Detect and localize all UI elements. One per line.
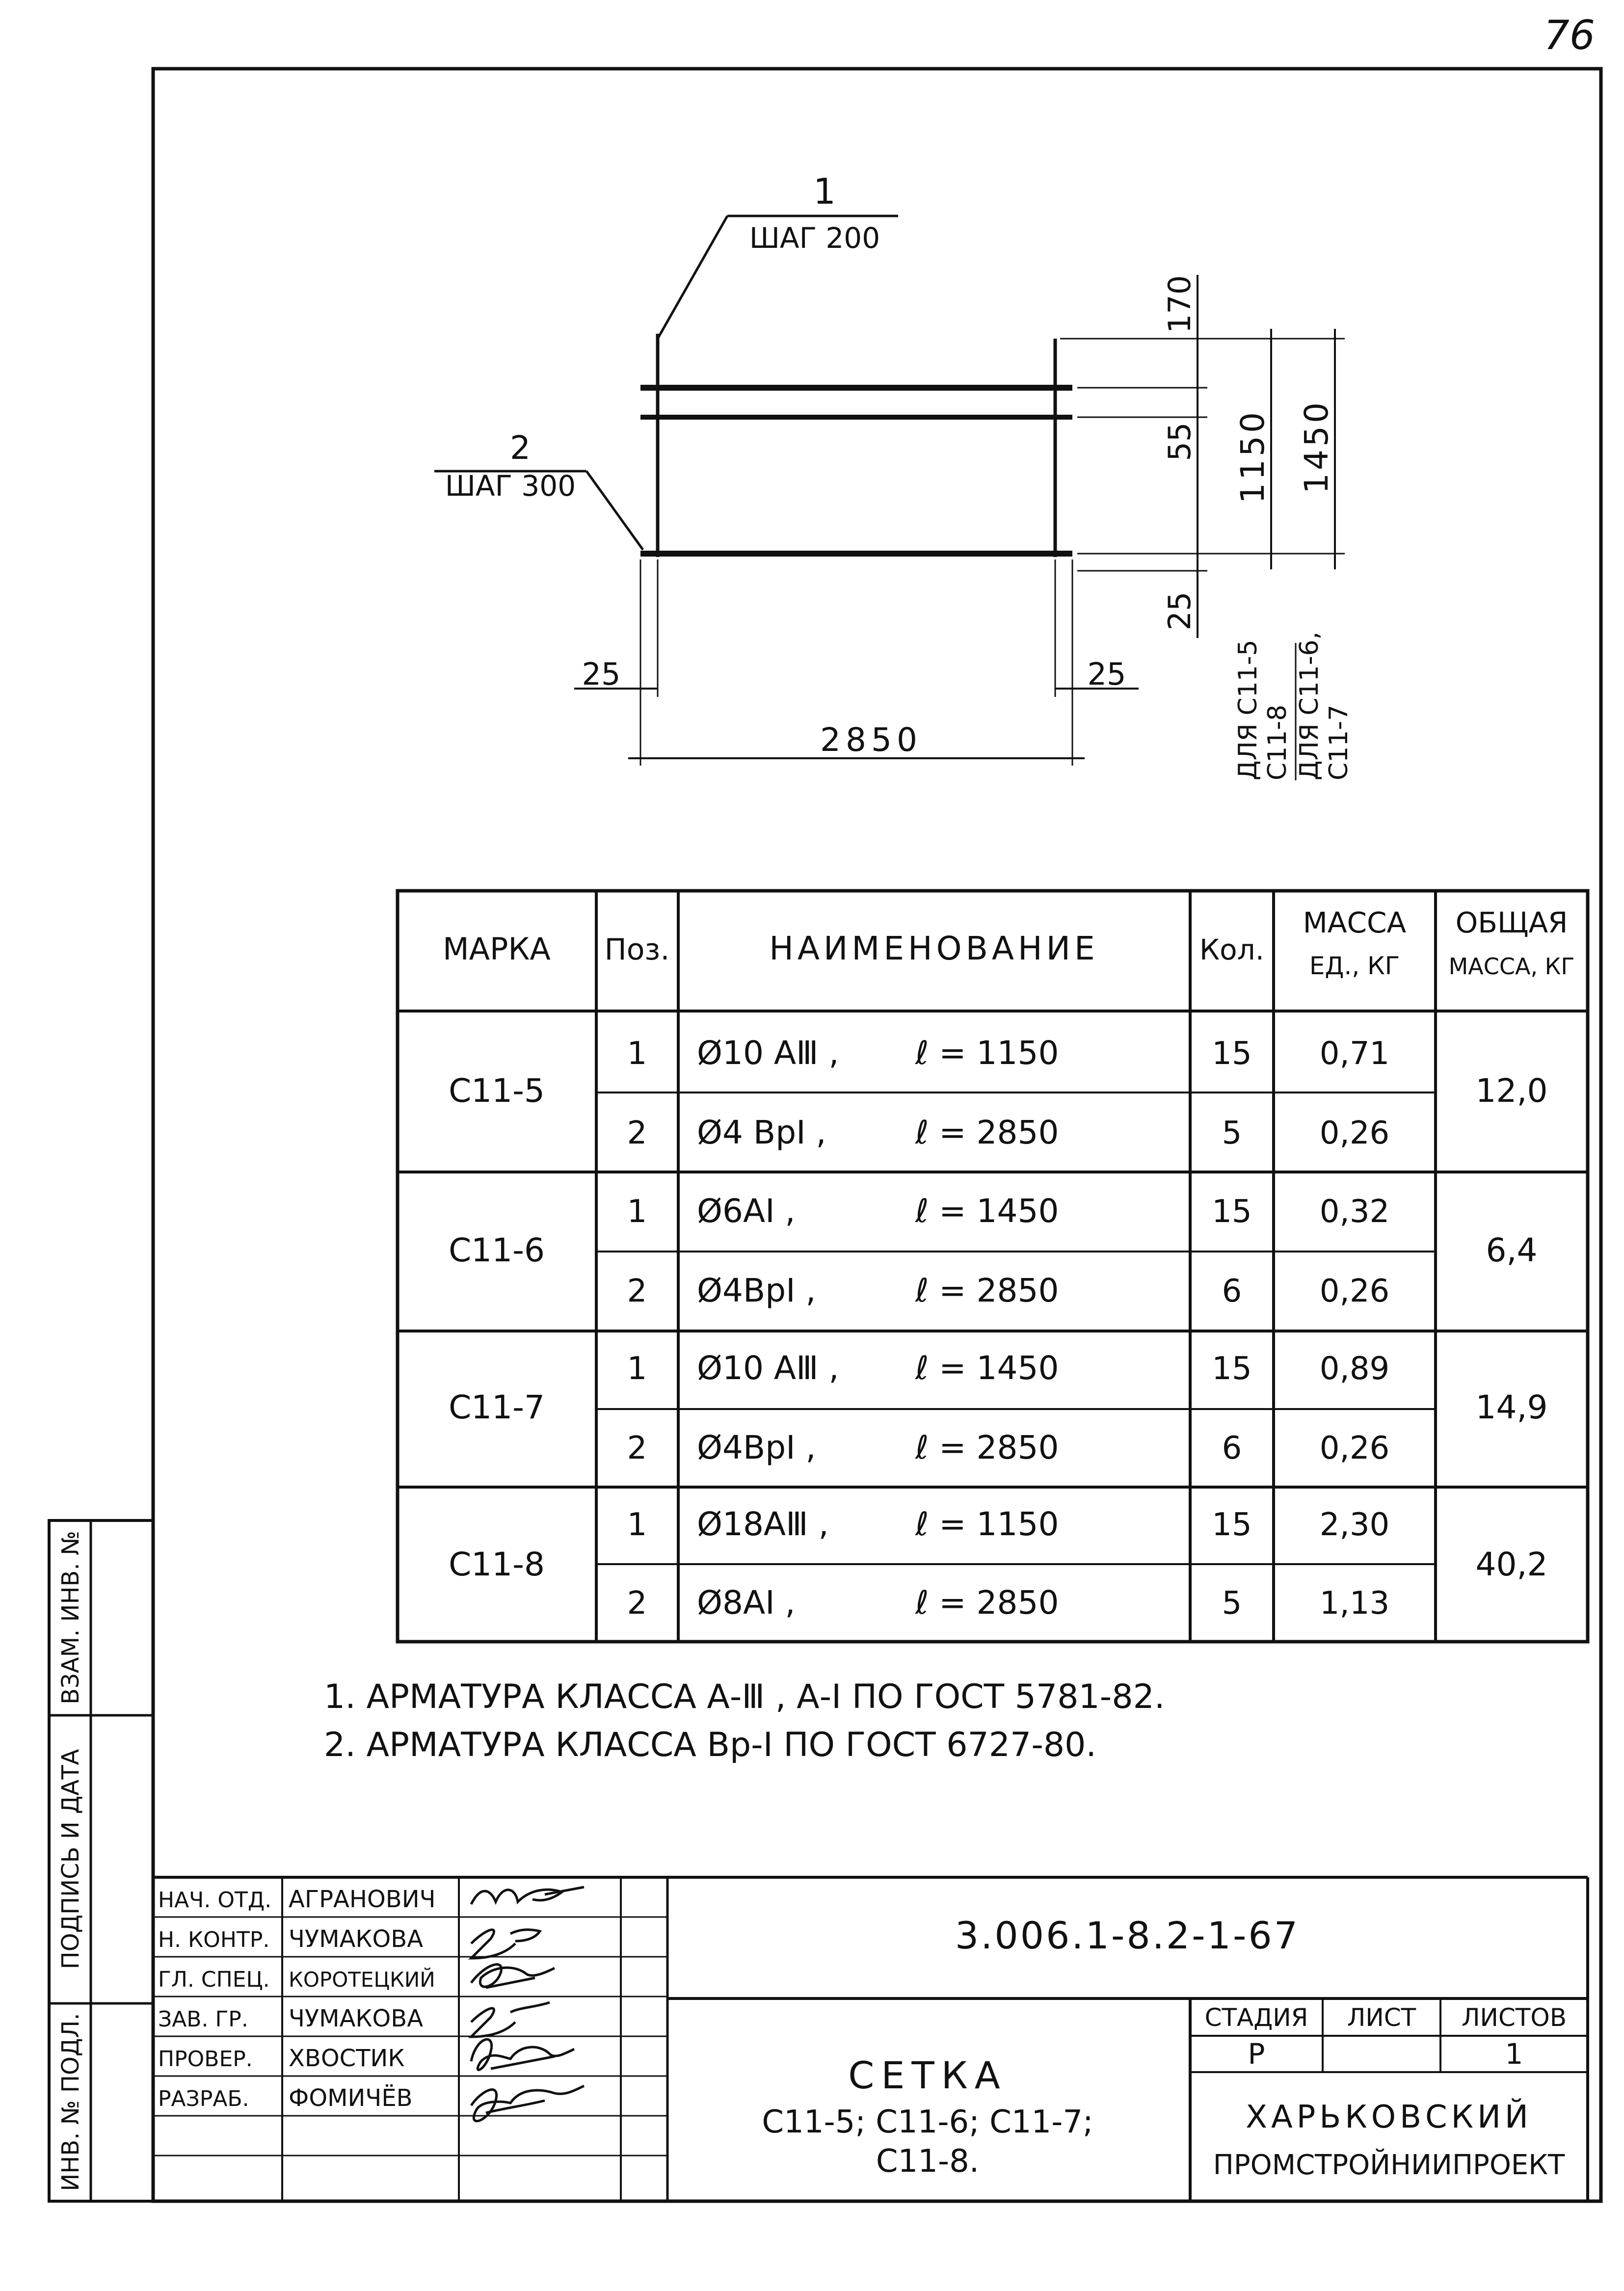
- sheet-label: ЛИСТ: [1347, 2003, 1416, 2032]
- row-length: ℓ = 1450: [915, 1349, 1059, 1387]
- role-name: ЧУМАКОВА: [289, 1925, 424, 1953]
- org-name-1: ХАРЬКОВСКИЙ: [1246, 2099, 1532, 2135]
- doc-code: 3.006.1-8.2-1-67: [955, 1914, 1300, 1957]
- pos1-mark: 1: [813, 171, 836, 212]
- pos1-step: ШАГ 200: [749, 221, 880, 255]
- row-qty: 15: [1212, 1351, 1252, 1387]
- role-label: РАЗРАБ.: [158, 2086, 249, 2111]
- header-qty: Кол.: [1199, 933, 1265, 966]
- row-diameter: Ø4ВрI ,: [697, 1272, 816, 1309]
- row-unit-mass: 0,89: [1319, 1351, 1390, 1387]
- role-name: ЧУМАКОВА: [289, 2005, 424, 2032]
- note-line-1: 1. АРМАТУРА КЛАССА А-Ⅲ , А-I ПО ГОСТ 5781-82.: [324, 1678, 1165, 1716]
- row-diameter: Ø10 АⅢ ,: [697, 1034, 839, 1072]
- group-mark: С11-8: [449, 1545, 545, 1583]
- row-pos: 1: [627, 1194, 647, 1230]
- role-label: ГЛ. СПЕЦ.: [158, 1967, 270, 1992]
- stamp-inv-podl: ИНВ. № ПОДЛ.: [57, 2013, 84, 2191]
- row-pos: 2: [627, 1273, 647, 1309]
- row-qty: 15: [1212, 1507, 1252, 1543]
- row-length: ℓ = 1450: [915, 1192, 1059, 1230]
- dim-1450: 1450: [1298, 400, 1335, 494]
- role-label: ПРОВЕР.: [158, 2047, 253, 2072]
- row-unit-mass: 0,71: [1319, 1036, 1390, 1072]
- role-name: КОРОТЕЦКИЙ: [289, 1968, 435, 1992]
- row-pos: 2: [627, 1585, 647, 1622]
- row-diameter: Ø4 ВрI ,: [697, 1114, 826, 1151]
- sheets-value: 1: [1505, 2037, 1523, 2071]
- header-unit-mass-2: ЕД., КГ: [1309, 952, 1400, 980]
- row-qty: 5: [1222, 1115, 1242, 1151]
- stage-value: Р: [1248, 2037, 1265, 2071]
- dim-1150: 1150: [1234, 409, 1272, 504]
- row-length: ℓ = 2850: [915, 1114, 1059, 1151]
- role-name: АГРАНОВИЧ: [289, 1886, 436, 1913]
- row-length: ℓ = 1150: [915, 1505, 1059, 1543]
- header-pos: Поз.: [604, 932, 670, 967]
- note-for-c11-6: ДЛЯ С11-6,: [1295, 631, 1324, 780]
- header-name: НАИМЕНОВАНИЕ: [769, 930, 1099, 967]
- note-c11-7: С11-7: [1324, 704, 1354, 780]
- role-name: ХВОСТИК: [289, 2045, 405, 2072]
- row-unit-mass: 0,26: [1319, 1273, 1390, 1309]
- pos2-mark: 2: [510, 429, 531, 467]
- drawing-subtitle-1: С11-5; С11-6; С11-7;: [762, 2104, 1093, 2140]
- row-diameter: Ø8АI ,: [697, 1584, 796, 1622]
- row-length: ℓ = 2850: [915, 1429, 1059, 1466]
- stamp-podpis-data: ПОДПИСЬ И ДАТА: [57, 1749, 84, 1970]
- sheets-label: ЛИСТОВ: [1461, 2003, 1567, 2032]
- row-unit-mass: 0,32: [1319, 1194, 1390, 1230]
- row-length: ℓ = 1150: [915, 1034, 1059, 1072]
- row-pos: 1: [627, 1507, 647, 1543]
- table-group: [449, 1349, 1547, 1466]
- title-block: [153, 1877, 1588, 2201]
- group-mark: С11-7: [449, 1388, 545, 1426]
- side-stamp: [49, 1520, 153, 2201]
- row-unit-mass: 2,30: [1319, 1507, 1390, 1543]
- row-length: ℓ = 2850: [915, 1584, 1059, 1622]
- pos2-leader-line: [586, 471, 643, 550]
- row-pos: 2: [627, 1430, 647, 1466]
- pos1-leader-line: [658, 216, 727, 339]
- row-unit-mass: 0,26: [1319, 1115, 1390, 1151]
- row-unit-mass: 1,13: [1319, 1585, 1390, 1622]
- group-total-mass: 12,0: [1475, 1072, 1548, 1110]
- row-qty: 6: [1222, 1430, 1242, 1466]
- org-name-2: ПРОМСТРОЙНИИПРОЕКТ: [1213, 2149, 1565, 2181]
- note-c11-8: С11-8: [1263, 704, 1292, 780]
- row-pos: 1: [627, 1351, 647, 1387]
- role-label: ЗАВ. ГР.: [158, 2007, 248, 2032]
- mesh-drawing: [434, 171, 1354, 780]
- group-mark: С11-5: [449, 1072, 545, 1110]
- row-qty: 6: [1222, 1273, 1242, 1309]
- header-total-mass-1: ОБЩАЯ: [1455, 906, 1568, 939]
- pos2-step: ШАГ 300: [445, 469, 576, 503]
- signatures: [471, 1887, 584, 2121]
- dim-170: 170: [1162, 275, 1198, 334]
- row-length: ℓ = 2850: [915, 1272, 1059, 1309]
- row-diameter: Ø6АI ,: [697, 1192, 796, 1230]
- row-qty: 15: [1212, 1194, 1252, 1230]
- row-qty: 15: [1212, 1036, 1252, 1072]
- dim-25-left: 25: [582, 656, 621, 692]
- page-number: 76: [1544, 12, 1595, 59]
- header-mark: МАРКА: [443, 931, 551, 967]
- drawing-subtitle-2: С11-8.: [876, 2143, 980, 2180]
- spec-table: [398, 891, 1588, 1642]
- role-label: НАЧ. ОТД.: [158, 1888, 272, 1913]
- group-mark: С11-6: [449, 1231, 545, 1269]
- row-pos: 2: [627, 1115, 647, 1151]
- row-diameter: Ø18АⅢ ,: [697, 1505, 829, 1543]
- group-total-mass: 40,2: [1475, 1545, 1548, 1583]
- note-for-c11-5: ДЛЯ С11-5: [1233, 639, 1263, 780]
- role-label: Н. КОНТР.: [158, 1927, 270, 1952]
- role-name: ФОМИЧЁВ: [289, 2084, 413, 2112]
- dim-25-right: 25: [1087, 656, 1126, 692]
- group-total-mass: 14,9: [1475, 1388, 1548, 1426]
- header-unit-mass-1: МАССА: [1303, 906, 1407, 939]
- row-qty: 5: [1222, 1585, 1242, 1622]
- row-pos: 1: [627, 1036, 647, 1072]
- note-line-2: 2. АРМАТУРА КЛАССА Вр-I ПО ГОСТ 6727-80.: [324, 1726, 1096, 1764]
- dim-2850: 2850: [820, 721, 922, 759]
- header-total-mass-2: МАССА, КГ: [1448, 953, 1575, 980]
- row-unit-mass: 0,26: [1319, 1430, 1390, 1466]
- row-diameter: Ø4ВрI ,: [697, 1429, 816, 1466]
- drawing-title: СЕТКА: [848, 2053, 1007, 2097]
- dim-55: 55: [1162, 422, 1198, 461]
- dim-25-vertical: 25: [1162, 591, 1198, 631]
- group-total-mass: 6,4: [1486, 1231, 1538, 1269]
- stage-label: СТАДИЯ: [1204, 2003, 1308, 2032]
- row-diameter: Ø10 АⅢ ,: [697, 1349, 839, 1387]
- stamp-vzam-inv: ВЗАМ. ИНВ. №: [57, 1531, 84, 1705]
